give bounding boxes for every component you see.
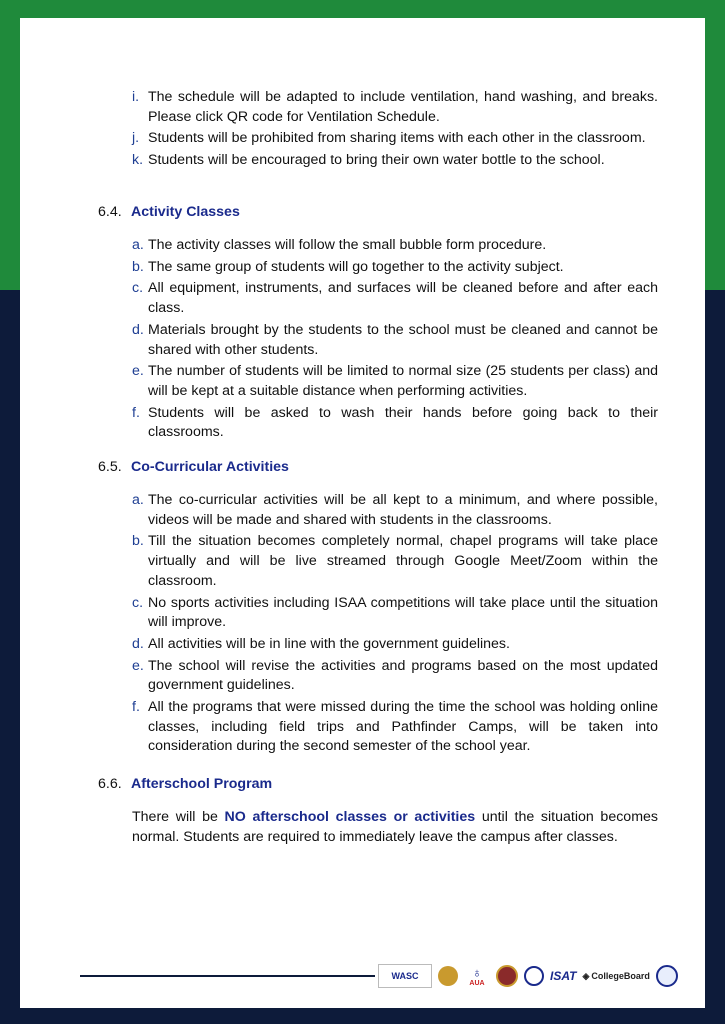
aua-mark-icon: ♁ <box>472 965 482 980</box>
crest-logo <box>496 965 518 987</box>
document-page <box>20 18 705 1008</box>
list-item: k. Students will be encouraged to bring their own water bottle to the school. <box>132 152 605 169</box>
list-item: i. The schedule will be adapted to include ventilation, hand washing, and breaks. Please click QR code for Ventilation Schedule. <box>132 89 658 125</box>
wasc-logo: WASC <box>378 964 432 988</box>
list-item: a. The activity classes will follow the small bubble form procedure. <box>132 237 547 253</box>
badge-logo <box>524 966 544 986</box>
seal-logo <box>438 966 458 986</box>
collegeboard-logo: ◈ CollegeBoard <box>582 970 650 981</box>
list-co-curricular <box>132 491 658 759</box>
list-item: a. The co-curricular activities will be all kept to a minimum, and where possible, videos will be made and shared with students in the classrooms. <box>132 492 658 528</box>
section-heading-6-5: 6.5. Co-Curricular Activities <box>98 459 289 475</box>
list-continued <box>132 88 658 173</box>
list-item: c. All equipment, instruments, and surfaces will be cleaned before and after each class. <box>132 280 658 317</box>
aua-logo: ♁ AUA <box>469 965 485 987</box>
list-item: e. The number of students will be limited to normal size (25 students per class) and will be kept at a suitable distance when performing activities. <box>132 363 658 399</box>
list-activity-classes <box>132 236 658 445</box>
section-heading-6-4: 6.4. Activity Classes <box>98 204 240 220</box>
tuv-logo <box>656 965 678 987</box>
isat-logo: ISAT <box>550 969 577 983</box>
list-item: j. Students will be prohibited from sharing items with each other in the classroom. <box>132 130 646 147</box>
list-item: d. All activities will be in line with the government guidelines. <box>132 635 510 652</box>
list-item: b. The same group of students will go together to the activity subject. <box>132 258 564 275</box>
list-item: c. No sports activities including ISAA competitions will take place until the situation will improve. <box>132 594 658 631</box>
section-heading-6-6: 6.6. Afterschool Program <box>98 776 273 792</box>
acorn-icon: ◈ <box>582 970 590 981</box>
footer-divider <box>80 975 375 977</box>
list-item: d. Materials brought by the students to the school must be cleaned and cannot be shared with other students. <box>132 321 658 358</box>
afterschool-paragraph: There will be NO afterschool classes or activities until the situation becomes normal. Students are required to immediately leave the campus after classes. <box>132 809 658 845</box>
list-item: e. The school will revise the activities and programs based on the most updated government guidelines. <box>132 657 658 694</box>
list-item: b. Till the situation becomes completely normal, chapel programs will take place virtually and will be live streamed through Google Meet/Zoom within the classroom. <box>132 533 658 589</box>
list-item: f. All the programs that were missed during the time the school was holding online classes, including field trips and Pathfinder Camps, will be taken into consideration during the second semester of the school year. <box>132 699 658 755</box>
list-item: f. Students will be asked to wash their hands before going back to their classrooms. <box>132 404 658 441</box>
footer-logos <box>378 963 678 989</box>
